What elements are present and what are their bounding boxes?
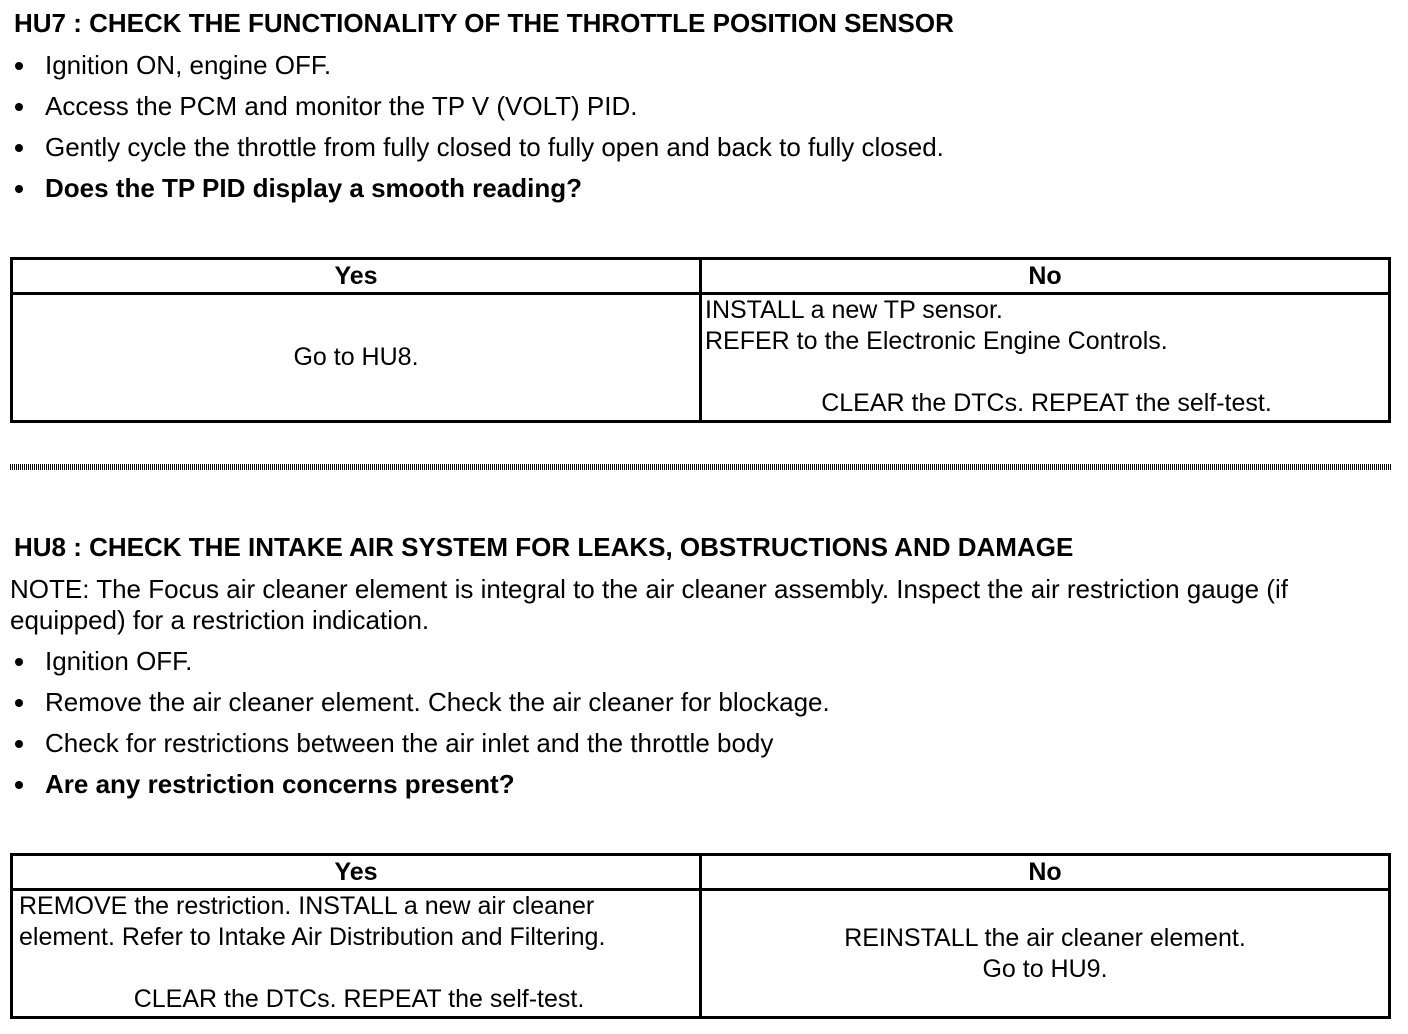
no-line: CLEAR the DTCs. REPEAT the self-test. [821,389,1272,417]
section-divider [10,464,1391,470]
bullet-text: Ignition OFF. [45,646,193,676]
yes-cell [12,890,701,1018]
no-line: REFER to the Electronic Engine Controls. [705,327,1168,355]
question-text: Does the TP PID display a smooth reading? [45,173,582,203]
no-line: INSTALL a new TP sensor. [705,296,1003,324]
bullet-icon [15,740,23,748]
no-cell [701,294,1390,422]
yes-cell [12,294,701,422]
question-item [12,173,944,214]
yes-header: Yes [12,259,701,294]
list-item [12,646,830,687]
bullet-text: Remove the air cleaner element. Check the air cleaner for blockage. [45,687,830,717]
question-text: Are any restriction concerns present? [45,769,515,799]
no-header: No [701,855,1390,890]
list-item [12,50,944,91]
no-line: REINSTALL the air cleaner element. [844,923,1246,952]
bullet-text: Check for restrictions between the air inlet and the throttle body [45,728,774,758]
bullet-text: Ignition ON, engine OFF. [45,50,332,80]
no-header: No [701,259,1390,294]
bullet-icon [15,699,23,707]
bullet-icon [15,62,23,70]
yes-text: Go to HU8. [293,343,419,371]
question-item [12,769,830,810]
hu8-decision-table [10,853,1391,1019]
list-item [12,687,830,728]
hu8-heading: HU8 : CHECK THE INTAKE AIR SYSTEM FOR LEAKS, OBSTRUCTIONS AND DAMAGE [14,532,1074,562]
list-item [12,728,830,769]
hu7-heading: HU7 : CHECK THE FUNCTIONALITY OF THE THROTTLE POSITION SENSOR [14,8,954,38]
hu7-decision-table [10,257,1391,423]
yes-line: CLEAR the DTCs. REPEAT the self-test. [133,985,585,1013]
bullet-text: Access the PCM and monitor the TP V (VOLT) PID. [45,91,638,121]
no-line: Go to HU9. [982,954,1108,983]
bullet-icon [15,658,23,666]
bullet-icon [15,185,23,193]
bullet-icon [15,144,23,152]
bullet-text: Gently cycle the throttle from fully closed to fully open and back to fully closed. [45,132,944,162]
yes-line: element. Refer to Intake Air Distribution and Filtering. [19,923,606,951]
bullet-icon [15,103,23,111]
hu8-bullet-list [12,646,830,810]
list-item [12,132,944,173]
yes-header: Yes [12,855,701,890]
hu8-note: NOTE: The Focus air cleaner element is integral to the air cleaner assembly. Inspect the air restriction gauge (if equipped) for a restriction indication. [10,574,1288,635]
hu7-bullet-list [12,50,944,214]
no-cell [701,890,1390,1018]
list-item [12,91,944,132]
bullet-icon [15,781,23,789]
yes-line: REMOVE the restriction. INSTALL a new air cleaner [19,892,595,920]
